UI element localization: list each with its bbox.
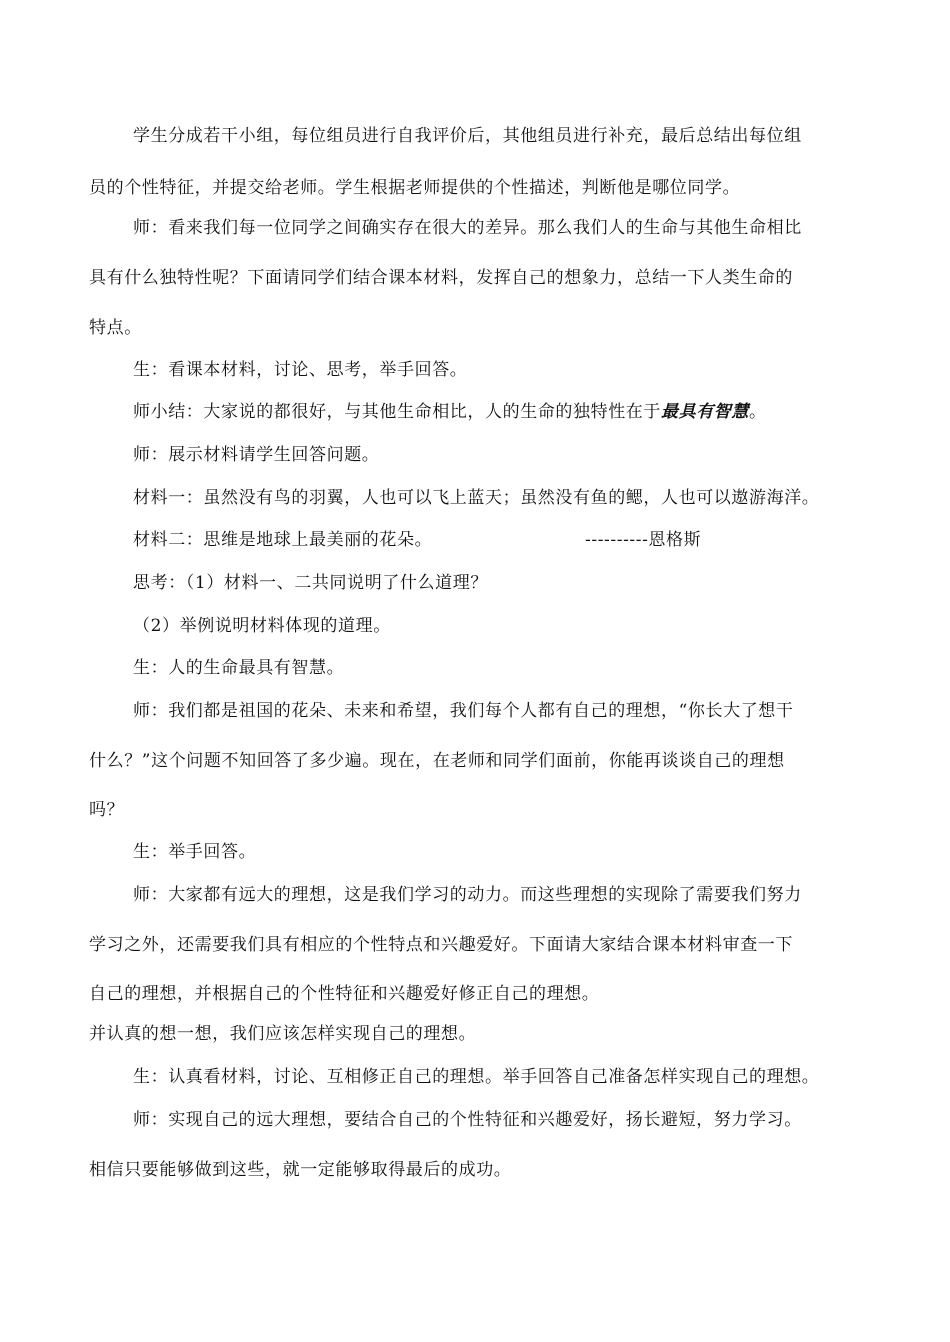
paragraph-line: 相信只要能够做到这些，就一定能够取得最后的成功。 bbox=[89, 1160, 512, 1180]
paragraph-line: 自己的理想，并根据自己的个性特征和兴趣爱好修正自己的理想。 bbox=[89, 984, 600, 1004]
summary-end: 。 bbox=[749, 402, 767, 422]
paragraph-line: （2）举例说明材料体现的道理。 bbox=[133, 616, 391, 636]
paragraph-line: 特点。 bbox=[89, 318, 142, 338]
paragraph-line: 师：展示材料请学生回答问题。 bbox=[133, 445, 380, 465]
paragraph-line: 生：人的生命最具有智慧。 bbox=[133, 658, 345, 678]
paragraph-line: 员的个性特征，并提交给老师。学生根据老师提供的个性描述，判断他是哪位同学。 bbox=[89, 178, 741, 198]
emphasis-text: 最具有智慧 bbox=[661, 402, 749, 422]
paragraph-line: 材料二：思维是地球上最美丽的花朵。 bbox=[133, 530, 433, 550]
paragraph-line: 具有什么独特性呢？下面请同学们结合课本材料，发挥自己的想象力，总结一下人类生命的 bbox=[89, 268, 793, 288]
summary-text: 师小结：大家说的都很好，与其他生命相比，人的生命的独特性在于 bbox=[133, 402, 661, 422]
paragraph-line: 生：认真看材料，讨论、互相修正自己的理想。举手回答自己准备怎样实现自己的理想。 bbox=[133, 1067, 820, 1087]
paragraph-line: 学习之外，还需要我们具有相应的个性特点和兴趣爱好。下面请大家结合课本材料审查一下 bbox=[89, 935, 793, 955]
paragraph-line: 生：看课本材料，讨论、思考，举手回答。 bbox=[133, 360, 468, 380]
paragraph-line: 师：大家都有远大的理想，这是我们学习的动力。而这些理想的实现除了需要我们努力 bbox=[133, 885, 802, 905]
paragraph-line: 生：举手回答。 bbox=[133, 842, 257, 862]
paragraph-line: 并认真的想一想，我们应该怎样实现自己的理想。 bbox=[89, 1024, 477, 1044]
paragraph-line: 思考：（1）材料一、二共同说明了什么道理？ bbox=[133, 573, 488, 593]
paragraph-line: 吗？ bbox=[89, 800, 125, 820]
quote-attribution: ----------恩格斯 bbox=[585, 530, 702, 550]
paragraph-line: 师：我们都是祖国的花朵、未来和希望，我们每个人都有自己的理想，“你长大了想干 bbox=[133, 701, 794, 721]
paragraph-line bbox=[133, 400, 767, 424]
paragraph-line: 什么？”这个问题不知回答了多少遍。现在，在老师和同学们面前，你能再谈谈自己的理想 bbox=[89, 751, 785, 771]
paragraph-line: 师：实现自己的远大理想，要结合自己的个性特征和兴趣爱好，扬长避短，努力学习。 bbox=[133, 1110, 802, 1130]
paragraph-line: 学生分成若干小组，每位组员进行自我评价后，其他组员进行补充，最后总结出每位组 bbox=[133, 126, 802, 146]
paragraph-line: 师：看来我们每一位同学之间确实存在很大的差异。那么我们人的生命与其他生命相比 bbox=[133, 218, 802, 238]
paragraph-line: 材料一：虽然没有鸟的羽翼，人也可以飞上蓝天；虽然没有鱼的鳃，人也可以遨游海洋。 bbox=[133, 488, 820, 508]
